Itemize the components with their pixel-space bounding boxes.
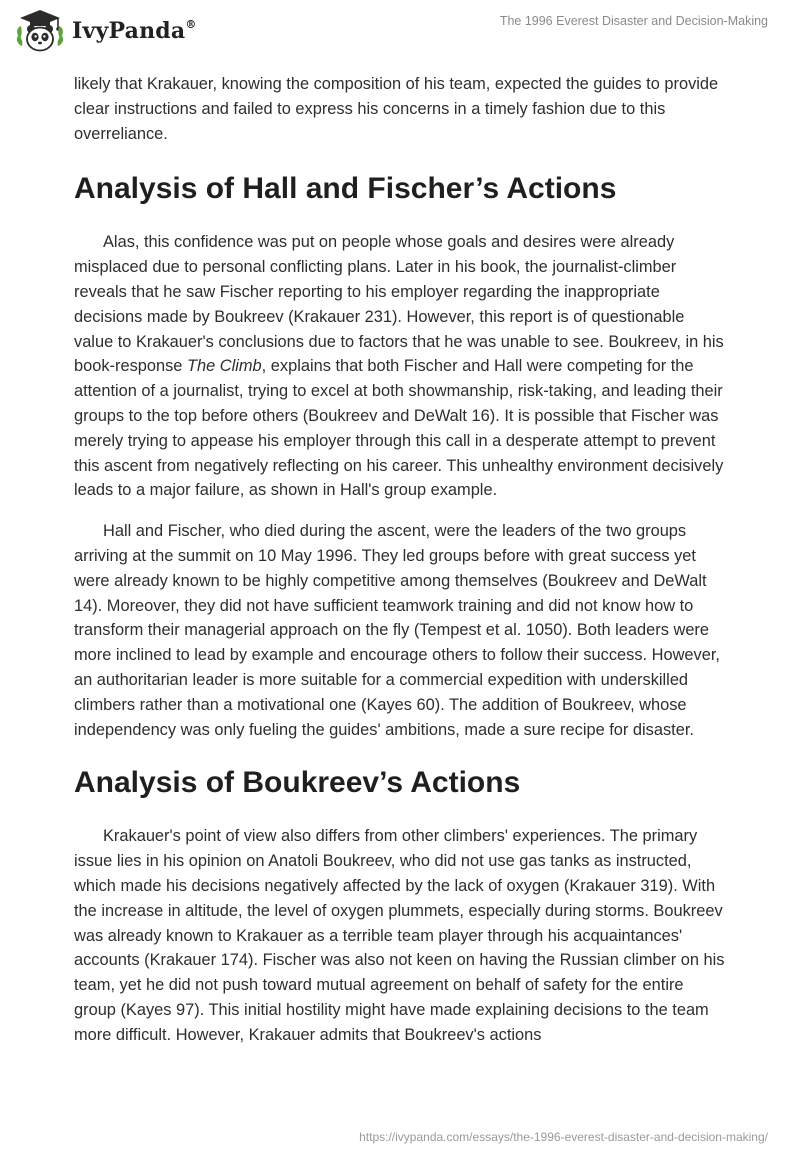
paragraph-leaders: Hall and Fischer, who died during the ascent, were the leaders of the two groups arriving at the summit on 10 May 1996. They led groups before with great success yet were already known to be highly competitive among themselves (Boukreev and DeWalt 14). Moreover, they did not have sufficient teamwork training and did not know how to transform their managerial approach on the fly (Tempest et al. 1050). Both leaders were more inclined to lead by example and encourage others to follow their success. However, an authoritarian leader is more suitable for a commercial expedition with underskilled climbers rather than a motivational one (Kayes 60). The addition of Boukreev, whose independency was only fueling the guides' ambitions, made a sure recipe for disaster. xyxy=(74,522,720,739)
source-url-link[interactable]: https://ivypanda.com/essays/the-1996-everest-disaster-and-decision-making/ xyxy=(359,1130,768,1144)
paragraph-continued: likely that Krakauer, knowing the composition of his team, expected the guides to provide clear instructions and failed to express his concerns in a timely fashion due to this overreliance. xyxy=(74,75,719,143)
essay-body xyxy=(74,70,726,1048)
document-title: The 1996 Everest Disaster and Decision-Making xyxy=(499,14,768,28)
section-heading-boukreev: Analysis of Boukreev’s Actions xyxy=(74,766,521,800)
page-header xyxy=(0,0,800,70)
paragraph-boukreev: Krakauer's point of view also differs from other climbers' experiences. The primary issue lies in his opinion on Anatoli Boukreev, who did not use gas tanks as instructed, which made his decisions negatively affected by the lack of oxygen (Krakauer 319). With the increase in altitude, the level of oxygen plummets, especially during storms. Boukreev was already known to Krakauer as a terrible team player through his acquaintances' accounts (Krakauer 174). Fischer was also not keen on having the Russian climber on his team, yet he did not push toward mutual agreement on behalf of safety for the entire group (Kayes 97). This initial hostility might have made explaining decisions to the team more difficult. However, Krakauer admits that Boukreev's actions xyxy=(74,827,725,1044)
logo-wordmark: IvyPanda® xyxy=(72,17,197,44)
book-title-the-climb: The Climb xyxy=(186,357,262,376)
section-heading-hall-fischer: Analysis of Hall and Fischer’s Actions xyxy=(74,172,617,206)
ivypanda-logo[interactable] xyxy=(14,8,197,54)
panda-graduate-icon xyxy=(14,8,66,54)
paragraph-confidence: Alas, this confidence was put on people whose goals and desires were already misplaced due to personal conflicting plans. Later in his book, the journalist-climber reveals that he saw Fischer reporting to his employer regarding the inappropriate decisions made by Boukreev (Krakauer 231). However, this report is of questionable value to Krakauer's conclusions due to factors that he was unable to see. Boukreev, in his book-response The Climb, explains that both Fischer and Hall were competing for the attention of a journalist, trying to excel at both showmanship, risk-taking, and leading their groups to the top before others (Boukreev and DeWalt 16). It is possible that Fischer was merely trying to appease his employer through this call in a desperate attempt to prevent this ascent from negatively reflecting on his career. This unhealthy environment decisively leads to a major failure, as shown in Hall's group example. xyxy=(74,233,724,500)
